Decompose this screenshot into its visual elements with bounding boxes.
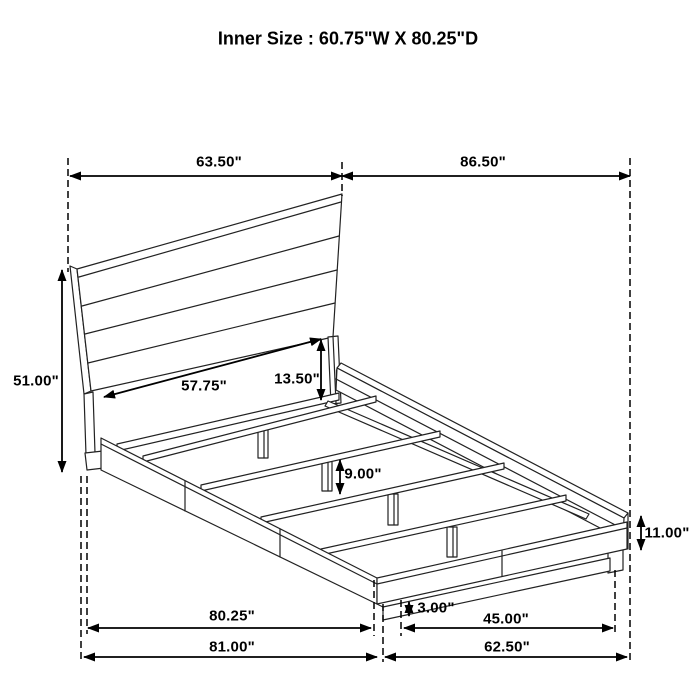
slat	[261, 463, 504, 523]
support-leg	[447, 527, 457, 557]
dim-support-leg-height: 9.00"	[344, 465, 382, 483]
inner-size-title: Inner Size : 60.75"W X 80.25"D	[217, 28, 479, 49]
dim-base-length: 80.25"	[209, 607, 255, 625]
head-rail	[117, 393, 339, 451]
slat	[201, 431, 440, 491]
near-rail-top-edge	[101, 444, 377, 584]
headboard-panel	[77, 194, 342, 391]
dim-overall-width: 62.50"	[484, 638, 530, 656]
dim-plinth-height: 3.00"	[417, 599, 455, 617]
dim-plinth-width: 45.00"	[483, 610, 529, 628]
dim-headboard-gap: 13.50"	[274, 370, 320, 388]
dim-overall-length: 81.00"	[209, 638, 255, 656]
near-rail	[101, 438, 377, 604]
headboard-leg	[84, 392, 95, 455]
plinth-step	[377, 604, 383, 607]
dim-frame-height: 11.00"	[644, 524, 690, 542]
bed-frame	[101, 363, 628, 620]
support-leg	[388, 494, 398, 525]
dim-headboard-width-top: 63.50"	[196, 153, 242, 171]
dim-headboard-panel-width: 57.75"	[181, 377, 227, 395]
dim-frame-depth-top: 86.50"	[460, 153, 506, 171]
dim-headboard-height: 51.00"	[13, 372, 59, 390]
far-rail-cleat-line	[336, 379, 623, 529]
